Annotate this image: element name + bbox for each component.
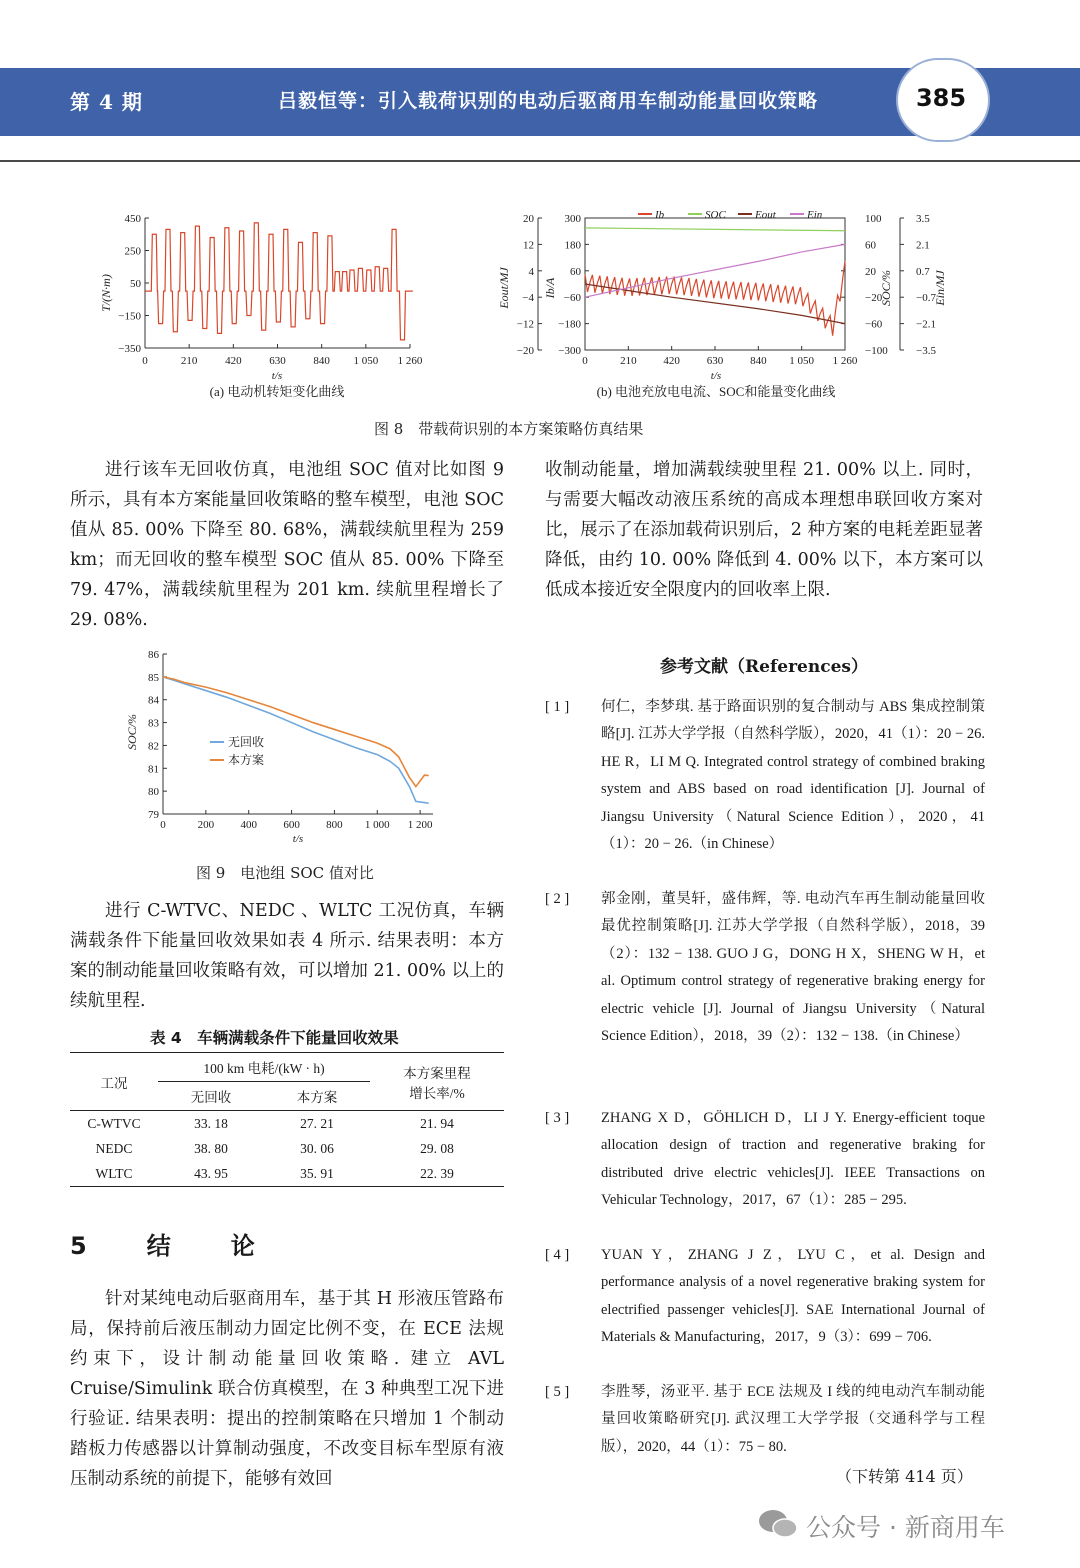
f8b-soc-tick-label: −100 xyxy=(865,345,888,357)
f9-xtick-label: 1 200 xyxy=(407,819,433,831)
f9-ytick-label: 86 xyxy=(148,649,159,661)
f9-ytick-label: 82 xyxy=(148,740,159,753)
f8b-eout-tick-label: 4 xyxy=(528,265,534,278)
table4-cell: 43. 95 xyxy=(194,1165,228,1181)
f8b-eout-tick-label: 12 xyxy=(523,239,534,252)
table4-cell: 29. 08 xyxy=(420,1140,454,1156)
table4-header-increase xyxy=(370,1053,504,1111)
reference-item xyxy=(545,1105,985,1245)
table-row xyxy=(70,1161,504,1187)
f8b-soc-tick-label: 100 xyxy=(865,213,882,225)
table4-header-condition: 工况 xyxy=(100,1075,128,1091)
f8b-legend-label: SOC xyxy=(705,209,726,221)
f9-ytick-label: 83 xyxy=(148,717,159,730)
page-number: 385 xyxy=(915,84,967,112)
references-title: 参考文献（References） xyxy=(660,657,868,677)
table4-grid xyxy=(70,1052,504,1187)
f8b-ein-tick-label: 0.7 xyxy=(916,265,930,278)
f9-xtick-label: 400 xyxy=(240,819,257,831)
f8a-ytick-label: −150 xyxy=(118,310,141,323)
f8b-xlabel: t/s xyxy=(710,370,722,382)
table4-header-scheme: 本方案 xyxy=(296,1090,338,1105)
table4-header-increase-line2: 增长率/% xyxy=(409,1085,465,1101)
f8a-xtick-label: 0 xyxy=(142,355,148,367)
f8a-xtick-label: 420 xyxy=(225,355,242,367)
f8b-soc-tick-label: 20 xyxy=(865,265,876,278)
f8b-plot-frame xyxy=(585,218,845,350)
table4-header-consumption: 100 km 电耗/(kW · h) xyxy=(158,1053,370,1082)
left-para3 xyxy=(70,1284,504,1494)
f9-ytick-label: 80 xyxy=(148,786,159,799)
f8a-ytick-label: 250 xyxy=(124,245,141,258)
reference-number: [ 2 ] xyxy=(545,891,570,907)
f8b-eout-tick-label: −20 xyxy=(516,345,534,357)
f8a-torque-series xyxy=(145,223,413,340)
f8b-series-eout xyxy=(585,284,845,324)
left-para1-text: 进行该车无回收仿真，电池组 SOC 值对比如图 9 所示，具有本方案能量回收策略的整车模型，电池 SOC 值从 85. 00% 下降至 80. 68%，满载续航里程为 259 km；而无回收的整车模型 SOC 值从 85. 00% 下降至 79. 47%，满载续航里程为 201 km. 续航里程增长了 29. 08%. xyxy=(70,460,504,630)
table4-cell: WLTC xyxy=(95,1165,133,1181)
table4-cell: 30. 06 xyxy=(300,1140,334,1156)
f8b-series-ein xyxy=(585,244,845,297)
f8b-legend-label: Eout xyxy=(755,209,776,221)
f8b-ein-tick-label: −3.5 xyxy=(916,345,936,357)
table4 xyxy=(70,1052,504,1187)
f8b-xtick-label: 210 xyxy=(620,355,637,367)
reference-item xyxy=(545,886,985,1106)
left-para2 xyxy=(70,896,504,1016)
reference-item xyxy=(545,694,985,884)
reference-text: YUAN Y，ZHANG J Z，LYU C，et al. Design and performance analysis of a novel regenerative braking system for electrified passenger vehicles[J]. SAE International Journal of Materials & Manufacturing，2017，9（3）：699 − 706. xyxy=(601,1247,985,1346)
f8b-eout-tick-label: −12 xyxy=(516,318,534,331)
f8b-ein-tick-label: 3.5 xyxy=(916,213,930,225)
f8b-xtick-label: 1 050 xyxy=(789,355,815,367)
f8b-ib-tick-label: 180 xyxy=(564,239,581,252)
f8b-ein-tick-label: 2.1 xyxy=(916,239,930,252)
reference-number: [ 3 ] xyxy=(545,1110,570,1126)
f8b-series-soc xyxy=(585,228,845,231)
table4-cell: 22. 39 xyxy=(420,1165,454,1181)
wechat-icon xyxy=(756,1506,800,1542)
f8b-ib-tick-label: −180 xyxy=(558,318,581,331)
f8b-legend-label: Ib xyxy=(655,209,665,221)
table-row xyxy=(70,1136,504,1161)
f8b-series-ib xyxy=(585,261,845,336)
f8b-caption: (b) 电池充放电电流、SOC和能量变化曲线 xyxy=(596,384,836,399)
right-para1 xyxy=(545,455,983,605)
f8b-ein-tick-label: −2.1 xyxy=(916,318,936,331)
f9-xtick-label: 600 xyxy=(283,819,300,831)
f8b-xtick-label: 0 xyxy=(582,355,588,367)
table4-cell: 21. 94 xyxy=(420,1115,454,1131)
right-para1-text: 收制动能量，增加满载续驶里程 21. 00% 以上. 同时，与需要大幅改动液压系统的高成本理想串联回收方案对比，展示了在添加载荷识别后，2 种方案的电耗差距显著降低，由约 10. 00% 降低到 4. 00% 以下，本方案可以低成本接近安全限度内的回收率上限. xyxy=(545,460,983,600)
reference-item xyxy=(545,1242,985,1382)
left-para1 xyxy=(70,455,504,635)
f8b-eout-tick-label: −4 xyxy=(522,292,534,305)
f8b-xtick-label: 630 xyxy=(706,355,724,367)
table4-cell: 33. 18 xyxy=(194,1115,228,1131)
f8a-xtick-label: 630 xyxy=(269,355,286,367)
table4-cell: 35. 91 xyxy=(300,1165,334,1181)
f8a-ytick-label: −350 xyxy=(118,343,141,355)
f8b-xtick-label: 840 xyxy=(750,355,767,367)
reference-number: [ 4 ] xyxy=(545,1247,570,1263)
reference-item xyxy=(545,1379,985,1463)
f8b-ib-label: Ib/A xyxy=(543,277,557,299)
running-title: 吕毅恒等：引入载荷识别的电动后驱商用车制动能量回收策略 xyxy=(278,90,819,112)
f8b-ein-label: Ein/MJ xyxy=(933,270,947,306)
table4-caption: 表 4 车辆满载条件下能量回收效果 xyxy=(150,1029,399,1047)
f8a-xtick-label: 840 xyxy=(313,355,330,367)
f8b-xtick-label: 1 260 xyxy=(832,355,858,367)
f8a-ytick-label: 450 xyxy=(124,213,141,225)
f8b-soc-tick-label: 60 xyxy=(865,239,876,252)
f9-xtick-label: 1 000 xyxy=(364,819,390,831)
f8a-xlabel: t/s xyxy=(271,370,283,382)
f9-legend-scheme: 本方案 xyxy=(228,753,265,767)
f9-series-scheme xyxy=(163,677,429,787)
f9-xtick-label: 0 xyxy=(160,819,166,831)
f8b-ib-tick-label: 300 xyxy=(564,213,581,225)
f9-ytick-label: 84 xyxy=(148,694,159,707)
f8b-legend-label: Ein xyxy=(807,209,823,221)
continued-note: （下转第 414 页） xyxy=(836,1467,973,1486)
f8a-xtick-label: 1 050 xyxy=(353,355,379,367)
figure8b-chart xyxy=(488,200,948,405)
f9-series-no-recovery xyxy=(163,677,429,803)
watermark-text: 公众号 · 新商用车 xyxy=(806,1513,1005,1542)
header-rule xyxy=(0,160,1080,162)
f8a-caption: (a) 电动机转矩变化曲线 xyxy=(209,384,345,399)
reference-text: 郭金刚，董昊轩，盛伟辉，等. 电动汽车再生制动能量回收最优控制策略[J]. 江苏大学学报（自然科学版），2018，39（2）：132 − 138. GUO J G，DONG H X，SHENG W H，et al. Optimum control strategy of regenerative braking energy for electric vehicle [J]. Journal of Jiangsu University（Natural Science Edition），2018，39（2）：132 − 138.（in Chinese） xyxy=(601,891,985,1045)
f9-ylabel: SOC/% xyxy=(125,714,139,750)
left-para3-text: 针对某纯电动后驱商用车，基于其 H 形液压管路布局，保持前后液压制动力固定比例不变，在 ECE 法规约束下，设计制动能量回收策略. 建立 AVL Cruise/Simulink 联合仿真模型，在 3 种典型工况下进行验证. 结果表明：提出的控制策略在只增加 1 个制动踏板力传感器以计算制动强度，不改变目标车型原有液压制动系统的前提下，能够有效回 xyxy=(70,1289,504,1489)
table4-header-increase-line1: 本方案里程 xyxy=(403,1065,471,1081)
table4-cell: 38. 80 xyxy=(194,1140,228,1156)
reference-number: [ 5 ] xyxy=(545,1384,570,1400)
f8a-ylabel: T/(N·m) xyxy=(99,274,113,312)
reference-text: ZHANG X D，GÖHLICH D，LI J Y. Energy-efficient toque allocation design of traction and regenerative braking for distributed drive electric vehicles[J]. IEEE Transactions on Vehicular Technology，2017，67（1）：285 − 295. xyxy=(601,1110,985,1209)
f8b-ib-tick-label: −60 xyxy=(563,292,581,305)
left-para2-text: 进行 C-WTVC、NEDC 、WLTC 工况仿真，车辆满载条件下能量回收效果如表 4 所示. 结果表明：本方案的制动能量回收策略有效，可以增加 21. 00% 以上的续航里程. xyxy=(70,901,504,1011)
section-heading: 5 结 论 xyxy=(70,1232,273,1260)
f8b-ein-tick-label: −0.7 xyxy=(916,292,936,305)
f9-ytick-label: 85 xyxy=(148,671,159,684)
issue-label: 第 4 期 xyxy=(70,90,143,114)
f9-xtick-label: 800 xyxy=(326,819,343,831)
f8b-eout-tick-label: 20 xyxy=(523,213,534,225)
figure8-caption: 图 8 带载荷识别的本方案策略仿真结果 xyxy=(374,420,644,438)
f8a-xtick-label: 210 xyxy=(180,355,198,367)
table4-cell: 27. 21 xyxy=(300,1115,334,1131)
f9-ytick-label: 79 xyxy=(148,809,159,821)
figure9-caption: 图 9 电池组 SOC 值对比 xyxy=(196,864,374,882)
reference-text: 何仁，李梦琪. 基于路面识别的复合制动与 ABS 集成控制策略[J]. 江苏大学学报（自然科学版），2020，41（1）：20 − 26. HE R，LI M Q. Integrated control strategy of combined braking system and ABS based on road identification [J]. Journal of Jiangsu University（Natural Science Edition），2020，41（1）：20 − 26.（in Chinese） xyxy=(601,699,985,853)
table4-header-no-recovery: 无回收 xyxy=(190,1090,232,1105)
f8a-ytick-label: 50 xyxy=(130,278,141,290)
f9-legend-no-recovery: 无回收 xyxy=(228,735,265,749)
f8b-xtick-label: 420 xyxy=(663,355,680,367)
f9-xlabel: t/s xyxy=(292,833,304,845)
f8b-ib-tick-label: 60 xyxy=(570,265,581,278)
table-row xyxy=(70,1111,504,1137)
reference-number: [ 1 ] xyxy=(545,699,570,715)
f9-ytick-label: 81 xyxy=(148,763,159,776)
f8b-eout-label: Eout/MJ xyxy=(497,267,511,309)
figure8a-chart xyxy=(90,200,440,405)
f8b-soc-tick-label: −60 xyxy=(865,318,883,331)
table4-cell: C-WTVC xyxy=(87,1115,141,1131)
table4-cell: NEDC xyxy=(95,1140,133,1156)
reference-text: 李胜琴，汤亚平. 基于 ECE 法规及 I 线的纯电动汽车制动能量回收策略研究[J]. 武汉理工大学学报（交通科学与工程版），2020，44（1）：75 − 80. xyxy=(601,1384,985,1455)
f8b-soc-label: SOC/% xyxy=(879,270,893,306)
f9-xtick-label: 200 xyxy=(197,819,215,831)
f8b-soc-tick-label: −20 xyxy=(865,292,883,305)
figure9-chart xyxy=(118,640,458,850)
f8a-xtick-label: 1 260 xyxy=(397,355,423,367)
f8b-ib-tick-label: −300 xyxy=(558,345,581,357)
